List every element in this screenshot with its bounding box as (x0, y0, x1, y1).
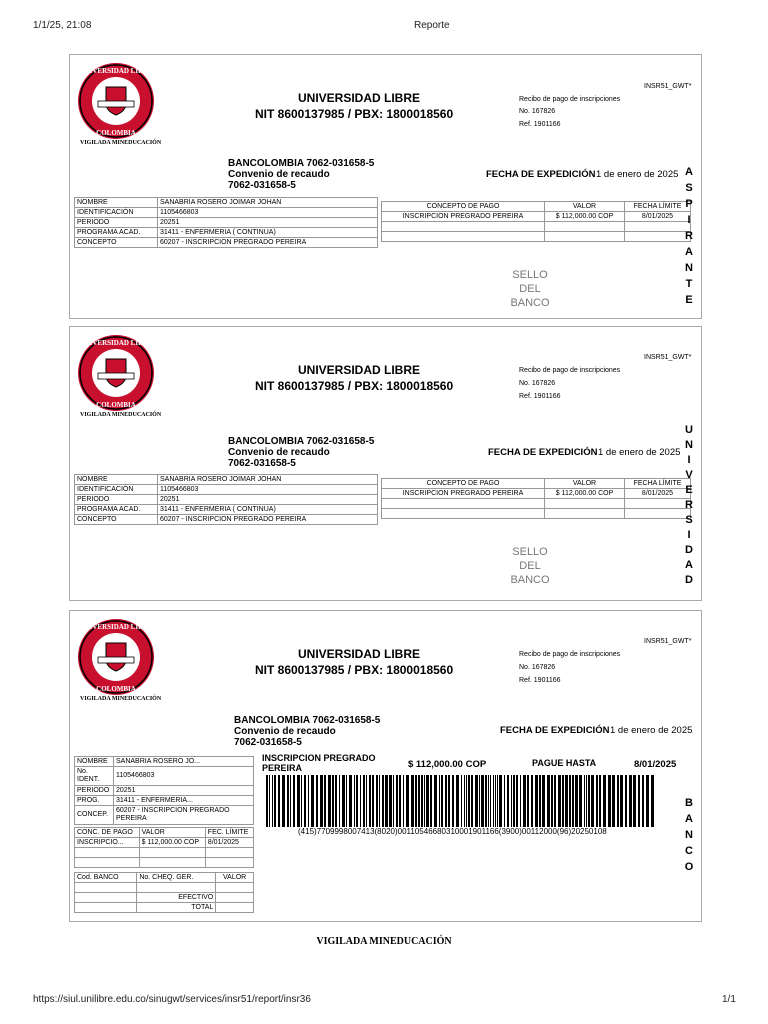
table-row (75, 858, 254, 868)
barcode-bar (366, 775, 367, 827)
barcode-bar (479, 775, 480, 827)
barcode-bar (633, 775, 636, 827)
barcode-bar (608, 775, 611, 827)
barcode-bar (485, 775, 487, 827)
vertical-letter: D (685, 574, 693, 586)
barcode-bar (511, 775, 512, 827)
barcode-bar (266, 775, 268, 827)
receipt-number: No. 167826 (519, 380, 556, 387)
barcode-bar (287, 775, 289, 827)
barcode-bar (415, 775, 417, 827)
vertical-letter: A (685, 559, 693, 571)
barcode-bar (586, 775, 587, 827)
copy-label-aspirante (683, 164, 695, 308)
table-row (382, 499, 691, 509)
table-row: PROGRAMA ACAD. 31411 - ENFERMERIA ( CONTINUA) (75, 505, 378, 515)
table-row: PERIODO 20251 (75, 786, 254, 796)
payment-table-short (74, 827, 254, 868)
barcode-bar (558, 775, 561, 827)
vertical-letter: N (685, 439, 693, 451)
university-name: UNIVERSIDAD LIBRE (298, 363, 421, 377)
table-row (382, 509, 691, 519)
vertical-letter: A (685, 813, 693, 825)
table-row: PROGRAMA ACAD. 31411 - ENFERMERIA ( CONTINUA) (75, 228, 378, 238)
footer-vigilada: VIGILADA MINEDUCACIÓN (316, 936, 452, 947)
barcode-bar (617, 775, 619, 827)
table-row: TOTAL (75, 903, 254, 913)
table-header: Cod. BANCO No. CHEQ. GER. VALOR (75, 873, 254, 883)
receipt-ref: Ref. 1901166 (519, 677, 561, 684)
table-row: NOMBRE SANABRIA ROSERO JO... (75, 757, 254, 767)
table-header: CONCEPTO DE PAGO VALOR FECHA LÍMITE (382, 202, 691, 212)
report-code: INSR51_GWT* (644, 83, 692, 90)
barcode-bar (424, 775, 425, 827)
logo-top-text: UNIVERSIDAD LIBRE (79, 67, 153, 75)
receipt-section-aspirante (69, 54, 702, 319)
table-row: INSCRIPCIO... $ 112,000.00 COP 8/01/2025 (75, 838, 254, 848)
bank-stamp-area: SELLO DEL BANCO (510, 269, 550, 309)
copy-label-banco (683, 795, 695, 875)
barcode-bar (497, 775, 498, 827)
university-logo (76, 61, 156, 147)
barcode-bar (591, 775, 594, 827)
vertical-letter: A (685, 166, 693, 178)
barcode-bar (382, 775, 384, 827)
vertical-letter: D (685, 544, 693, 556)
barcode-bar (379, 775, 380, 827)
print-title: Reporte (414, 20, 450, 31)
barcode-bar (527, 775, 529, 827)
bank-stamp-area: SELLO DEL BANCO (510, 546, 550, 586)
barcode-bar (554, 775, 556, 827)
nit-pbx: NIT 8600137985 / PBX: 1800018560 (255, 379, 454, 393)
barcode-bar (363, 775, 365, 827)
barcode-bar (456, 775, 459, 827)
table-header: CONCEPTO DE PAGO VALOR FECHA LÍMITE (382, 479, 691, 489)
barcode-bar (360, 775, 361, 827)
barcode-bar (369, 775, 371, 827)
barcode-bar (466, 775, 467, 827)
pay-by-date: 8/01/2025 (634, 759, 677, 770)
issue-date-value: 1 de enero de 2025 (596, 169, 679, 180)
barcode-bar (354, 775, 355, 827)
barcode-bar (441, 775, 443, 827)
bank-info: BANCOLOMBIA 7062-031658-5 Convenio de recaudo 7062-031658-5 (234, 715, 381, 748)
vertical-letter: N (685, 829, 693, 841)
table-row: PROG. 31411 - ENFERMERIA... (75, 796, 254, 806)
table-header: CONC. DE PAGO VALOR FEC. LÍMITE (75, 828, 254, 838)
barcode-bar (475, 775, 478, 827)
print-datetime: 1/1/25, 21:08 (33, 20, 92, 31)
receipt-ref: Ref. 1901166 (519, 121, 561, 128)
table-row: CONCEPTO 60207 - INSCRIPCION PREGRADO PEREIRA (75, 515, 378, 525)
barcode-bar (308, 775, 309, 827)
student-info-table-short (74, 756, 254, 825)
barcode-bar (272, 775, 273, 827)
vigilada-label: VIGILADA MINEDUCACIÓN (80, 412, 162, 418)
table-row (75, 883, 254, 893)
vertical-letter: R (685, 499, 693, 511)
pay-by-label: PAGUE HASTA (532, 758, 597, 768)
barcode-bar (418, 775, 420, 827)
barcode-bar (304, 775, 306, 827)
barcode-bar (638, 775, 640, 827)
vertical-letter: U (685, 424, 693, 436)
vertical-letter: P (685, 198, 693, 210)
barcode-bar (507, 775, 509, 827)
barcode-bar (324, 775, 326, 827)
barcode-bar (356, 775, 358, 827)
print-url[interactable]: https://siul.unilibre.edu.co/sinugwt/services/insr51/report/insr36 (33, 994, 311, 1005)
barcode-bar (625, 775, 627, 827)
barcode-bar (575, 775, 578, 827)
barcode-bar (421, 775, 423, 827)
issue-date-value: 1 de enero de 2025 (598, 447, 681, 458)
payment-amount: $ 112,000.00 COP (408, 759, 487, 770)
barcode-bar (311, 775, 314, 827)
barcode-bar (430, 775, 432, 827)
student-info-table (74, 197, 378, 248)
vertical-letter: C (685, 845, 693, 857)
vertical-letter: R (685, 230, 693, 242)
university-name: UNIVERSIDAD LIBRE (298, 91, 421, 105)
table-row: NOMBRE SANABRIA ROSERO JOIMAR JOHAN (75, 198, 378, 208)
barcode-bar (579, 775, 582, 827)
barcode-bar (495, 775, 496, 827)
barcode-bar (481, 775, 484, 827)
barcode-bar (551, 775, 553, 827)
barcode-bar (297, 775, 300, 827)
bank-info: BANCOLOMBIA 7062-031658-5 Convenio de recaudo 7062-031658-5 (228, 158, 375, 191)
vertical-letter: N (685, 262, 693, 274)
svg-text:COLOMBIA: COLOMBIA (96, 401, 136, 409)
barcode-bar (434, 775, 437, 827)
barcode-bar (301, 775, 302, 827)
barcode-bar (461, 775, 462, 827)
barcode-bar (520, 775, 521, 827)
barcode-bar (396, 775, 398, 827)
issue-date-value: 1 de enero de 2025 (610, 725, 693, 736)
university-name: UNIVERSIDAD LIBRE (298, 647, 421, 661)
barcode-bar (562, 775, 564, 827)
vigilada-label: VIGILADA MINEDUCACIÓN (80, 140, 162, 146)
vertical-letter: A (685, 246, 693, 258)
barcode-bar (471, 775, 473, 827)
barcode-bar (542, 775, 545, 827)
receipt-number: No. 167826 (519, 664, 556, 671)
vertical-letter: T (685, 278, 693, 290)
barcode-bar (389, 775, 392, 827)
barcode-bar (504, 775, 505, 827)
barcode-bar (565, 775, 568, 827)
table-row (75, 848, 254, 858)
receipt-section-banco (69, 610, 702, 922)
nit-pbx: NIT 8600137985 / PBX: 1800018560 (255, 107, 454, 121)
barcode-bar (406, 775, 409, 827)
svg-text:COLOMBIA: COLOMBIA (96, 685, 136, 693)
svg-text:UNIVERSIDAD LIBRE: UNIVERSIDAD LIBRE (79, 623, 153, 631)
print-page-number: 1/1 (722, 994, 736, 1005)
barcode-bar (596, 775, 598, 827)
report-code: INSR51_GWT* (644, 638, 692, 645)
vertical-letter: B (685, 797, 693, 809)
barcode-bar (612, 775, 615, 827)
table-row (382, 222, 691, 232)
vertical-letter: I (687, 454, 691, 466)
vertical-letter: S (685, 182, 693, 194)
barcode-bar (493, 775, 494, 827)
table-row: NOMBRE SANABRIA ROSERO JOIMAR JOHAN (75, 475, 378, 485)
table-row: PERIODO 20251 (75, 218, 378, 228)
logo-bottom-text: COLOMBIA (96, 129, 136, 137)
barcode-bar (535, 775, 538, 827)
barcode-bar (620, 775, 623, 827)
barcode-bar (569, 775, 571, 827)
table-row: IDENTIFICACIÓN 1105466803 (75, 208, 378, 218)
table-row: CONCEPTO 60207 - INSCRIPCION PREGRADO PEREIRA (75, 238, 378, 248)
table-row: INSCRIPCION PREGRADO PEREIRA $ 112,000.00 COP 8/01/2025 (382, 212, 691, 222)
bank-payment-table (74, 872, 254, 913)
barcode-bar (513, 775, 515, 827)
payment-table (381, 201, 691, 242)
barcode-bar (539, 775, 541, 827)
vertical-letter: E (685, 294, 693, 306)
barcode-bar (603, 775, 606, 827)
barcode-bar (403, 775, 404, 827)
barcode-bar (629, 775, 632, 827)
barcode-bar (572, 775, 574, 827)
bank-info: BANCOLOMBIA 7062-031658-5 Convenio de recaudo 7062-031658-5 (228, 436, 375, 469)
svg-text:UNIVERSIDAD LIBRE: UNIVERSIDAD LIBRE (79, 339, 153, 347)
barcode-bar (499, 775, 502, 827)
barcode-bar (290, 775, 291, 827)
barcode-bar (328, 775, 331, 827)
receipt-type: Recibo de pago de inscripciones (519, 367, 621, 374)
barcode-bar (464, 775, 465, 827)
barcode-number: (415)7709998007413(8020)00110546680310001901166(3900)00112000(96)20250108 (298, 827, 607, 836)
barcode-bar (448, 775, 450, 827)
table-row: PERIODO 20251 (75, 495, 378, 505)
table-row: CONCEP. 60207 - INSCRIPCION PREGRADO PEREIRA (75, 806, 254, 825)
barcode-bar (588, 775, 590, 827)
table-row: IDENTIFICACIÓN 1105466803 (75, 485, 378, 495)
barcode-bar (335, 775, 337, 827)
table-row: No. IDENT. 1105466803 (75, 767, 254, 786)
barcode-bar (385, 775, 388, 827)
barcode-bar (584, 775, 585, 827)
barcode-bar (372, 775, 374, 827)
university-logo (76, 617, 156, 703)
table-row: INSCRIPCION PREGRADO PEREIRA $ 112,000.00 COP 8/01/2025 (382, 489, 691, 499)
report-code: INSR51_GWT* (644, 354, 692, 361)
table-row: EFECTIVO (75, 893, 254, 903)
barcode-bar (646, 775, 649, 827)
barcode-bar (346, 775, 347, 827)
payment-table (381, 478, 691, 519)
barcode-bar (651, 775, 654, 827)
barcode-bar (452, 775, 454, 827)
barcode-bar (445, 775, 447, 827)
vertical-letter: O (684, 861, 694, 873)
barcode-bar (282, 775, 285, 827)
receipt-ref: Ref. 1901166 (519, 393, 561, 400)
nit-pbx: NIT 8600137985 / PBX: 1800018560 (255, 663, 454, 677)
receipt-number: No. 167826 (519, 108, 556, 115)
barcode-bar (488, 775, 489, 827)
student-info-table (74, 474, 378, 525)
receipt-type: Recibo de pago de inscripciones (519, 96, 621, 103)
university-logo (76, 333, 156, 419)
barcode-bar (332, 775, 334, 827)
barcode-bar (349, 775, 352, 827)
vertical-letter: V (685, 469, 693, 481)
barcode-bar (342, 775, 345, 827)
barcode-bar (523, 775, 526, 827)
barcode-bar (468, 775, 470, 827)
vertical-letter: I (687, 529, 691, 541)
barcode-bar (642, 775, 644, 827)
barcode-bar (393, 775, 394, 827)
barcode-bar (269, 775, 270, 827)
barcode-bar (278, 775, 280, 827)
vertical-letter: E (685, 484, 693, 496)
barcode-bar (516, 775, 518, 827)
barcode-bar (599, 775, 601, 827)
payment-concept: INSCRIPCION PREGRADO PEREIRA (262, 753, 376, 773)
vigilada-label: VIGILADA MINEDUCACIÓN (80, 696, 162, 702)
barcode-bar (339, 775, 340, 827)
barcode-bar (320, 775, 323, 827)
issue-date-label: FECHA DE EXPEDICIÓN (486, 169, 596, 180)
barcode-bar (426, 775, 429, 827)
issue-date-label: FECHA DE EXPEDICIÓN (488, 447, 598, 458)
barcode-bar (547, 775, 550, 827)
table-row (382, 232, 691, 242)
issue-date-label: FECHA DE EXPEDICIÓN (500, 725, 610, 736)
barcode-bar (490, 775, 491, 827)
payment-barcode (266, 775, 654, 827)
receipt-section-universidad (69, 326, 702, 601)
barcode-bar (399, 775, 401, 827)
receipt-type: Recibo de pago de inscripciones (519, 651, 621, 658)
barcode-bar (411, 775, 414, 827)
barcode-bar (439, 775, 440, 827)
vertical-letter: S (685, 514, 693, 526)
barcode-bar (531, 775, 533, 827)
vertical-letter: I (687, 214, 691, 226)
barcode-bar (293, 775, 295, 827)
barcode-bar (376, 775, 378, 827)
barcode-bar (316, 775, 318, 827)
barcode-bar (274, 775, 276, 827)
copy-label-universidad (683, 423, 695, 588)
